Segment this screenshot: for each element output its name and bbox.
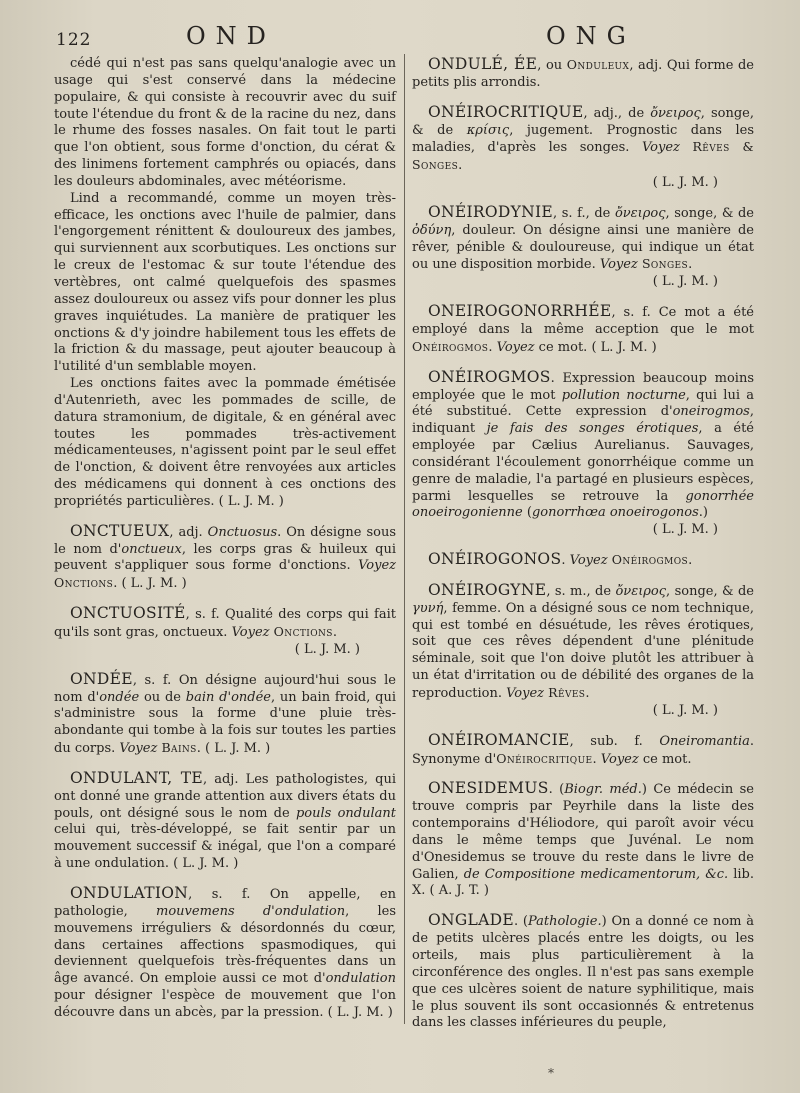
running-head-right: ONG — [546, 22, 636, 50]
voyez-label: Voyez — [569, 553, 608, 569]
entry-oneirogonorrhee: ONEIROGONORRHÉE, s. f. Ce mot a été employé dans la même acception que le mot Onéirogmos. Voyez ce mot. ( L. J. M. ) — [412, 302, 754, 355]
entry-headword: ONESIDEMUS — [428, 779, 549, 798]
voyez-label: Voyez — [599, 257, 638, 273]
entry-oneiromancie: ONÉIROMANCIE, sub. f. Oneiromantia. Synonyme d'Onéirocritique. Voyez ce mot. — [412, 730, 754, 767]
entry-headword: ONÉIROCRITIQUE — [428, 102, 584, 121]
entry-headword: ONÉIROGMOS — [428, 367, 551, 386]
left-column — [54, 56, 396, 1022]
voyez-label: Voyez — [600, 751, 639, 767]
entry-headword: ONÉIROGONOS — [428, 550, 562, 569]
entry-onesidemus: ONESIDEMUS. (Biogr. méd.) Ce médecin se trouve compris par Peyrhile dans la liste des contemporains d'Héliodore, qui paroît avoir vécu dans le même temps que Juvénal. Le nom d'Onesidemus se trouve du reste dans le livre de Galien, de Compositione medicamentorum, &c. lib. X. ( A. J. T. ) — [412, 779, 754, 899]
entry-ondulation: ONDULATION, s. f. On appelle, en pathologie, mouvemens d'ondulation, les mouvemens irréguliers & désordonnés du cœur, dans certaines affections spasmodiques, qui deviennent quelquefois très-fréquentes dans un âge avancé. On emploie aussi ce mot d'ondulation pour désigner l'espèce de mouvement que l'on découvre dans un abcès, par la pression. ( L. J. M. ) — [54, 883, 396, 1020]
page-number: 122 — [56, 30, 92, 50]
signature-mark: * — [548, 1066, 554, 1080]
cross-reference: Onduleux — [566, 57, 630, 72]
entry-headword: ONÉIROMANCIE — [428, 730, 570, 749]
entry-paragraph: Les onctions faites avec la pommade émétisée d'Autenrieth, avec les pommades de scille, de datura stramonium, de digitale, & en général avec toutes les pommades très-activement médicamenteuses, n'agissent point par le seul effet de l'onction, & doivent être renvoyées aux articles des médicamens qui donnent à ces onctions des propriétés particulières. ( L. J. M. ) — [54, 376, 396, 509]
entry-paragraph: cédé qui n'est pas sans quelqu'analogie avec un usage qui s'est conservé dans la médecine populaire, & qui consiste à recouvrir avec du suif toute l'étendue du front & de la racine du nez, dans le rhume des fosses nasales. On fait tout le parti que l'on obtient, sous forme d'onction, du cérat & des linimens fortement camphrés ou opiacés, dans les douleurs abdominales, avec météorisme. — [54, 56, 396, 189]
author-signature: ( L. J. M. ) — [652, 175, 718, 191]
greek-word: ὀδύνη — [412, 222, 452, 238]
entry-headword: ONGLADE — [428, 911, 514, 930]
author-signature: ( L. J. M. ) — [327, 1004, 393, 1020]
greek-word: ὄνειρος — [615, 583, 667, 599]
entry-ondulant: ONDULANT, TE, adj. Les pathologistes, qui ont donné une grande attention aux divers états du pouls, ont désigné sous le nom de pouls ondulant celui qui, très-développé, se fait sentir par un mouvement successif & inégal, que l'on a comparé à une ondulation. ( L. J. M. ) — [54, 768, 397, 872]
entry-ondee: ONDÉE, s. f. On désigne aujourd'hui sous le nom d'ondée ou de bain d'ondée, un bain froid, qui s'administre sous la forme d'une pluie très-abondante qui tombe à la fois sur toutes les parties du corps. Voyez Bains. ( L. J. M. ) — [54, 669, 396, 757]
entry-oneirogonos: ONÉIROGONOS. Voyez Onéirogmos. — [428, 550, 693, 569]
entry-headword: ONDULATION — [70, 883, 189, 902]
author-signature: ( L. J. M. ) — [294, 641, 360, 657]
entry-headword: ONÉIRODYNIE — [428, 202, 554, 221]
cross-reference: Rêves & Songes — [412, 139, 754, 173]
cross-reference: Rêves — [548, 685, 586, 700]
greek-word: κρίσις — [466, 122, 510, 138]
voyez-label: Voyez — [119, 741, 158, 757]
entry-oneirogyne: ONÉIROGYNE, s. m., de ὄνειρος, songe, & de γυνή, femme. On a désigné sous ce nom technique, qui est tombé en désuétude, les rêves érotiques, soit que ces rêves dépendent d'une plénitude séminale, soit que l'on doive plutôt les attribuer à un état d'irritation ou de débilité des organes de la reproduction. Voyez Rêves. ( L. J. M. ) — [412, 580, 754, 718]
author-signature: ( A. J. T. ) — [429, 883, 489, 899]
cross-reference: Onctions — [273, 624, 333, 639]
voyez-label: Voyez — [641, 140, 680, 156]
entry-oneirodynie: ONÉIRODYNIE, s. f., de ὄνειρος, songe, & de ὀδύνη, douleur. On désigne ainsi une manière de rêver, pénible & douloureuse, qui indique un état ou une disposition morbide. Voyez Songes. ( L. J. M. ) — [412, 202, 755, 290]
entry-onglade: ONGLADE. (Pathologie.) On a donné ce nom à de petits ulcères placés entre les doigts, ou les orteils, mais plus particulièrement à la circonférence des ongles. Il n'est pas sans exemple que ces ulcères soient de nature syphilitique, mais le plus souvent ils sont occasionnés & entretenus dans les classes inférieures du peuple, — [412, 911, 755, 1031]
cross-reference: Onéirogmos — [412, 338, 489, 354]
greek-word: ὄνειρος — [650, 105, 701, 121]
entry-oneirocritique: ONÉIROCRITIQUE, adj., de ὄνειρος, songe, & de κρίσις, jugement. Prognostic dans les maladies, d'après les songes. Voyez Rêves & Songes. ( L. J. M. ) — [412, 102, 754, 191]
entry-headword: ONCTUOSITÉ — [70, 604, 186, 623]
running-head-left: OND — [186, 22, 276, 50]
column-rule — [404, 54, 405, 1024]
cross-reference: Onéirogmos — [611, 552, 689, 568]
entry-oneirogmos: ONÉIROGMOS. Expression beaucoup moins employée que le mot pollution nocturne, qui lui a été substitué. Cette expression d'oneirogmos, indiquant je fais des songes érotiques, a été employée par Cælius Aurelianus. Sauvages, considérant l'écoulement gonorrhéique comme un genre de maladie, l'a partagé en plusieurs espèces, parmi lesquelles se retrouve la gonorrhée onoeirogonienne (gonorrhœa onoeirogonos.) ( L. J. M. ) — [412, 367, 754, 538]
author-signature: ( L. J. M. ) — [205, 741, 271, 757]
cross-reference: Onéirocritique — [496, 750, 593, 766]
voyez-label: Voyez — [506, 686, 545, 701]
entry-headword: ONEIROGONORRHÉE — [428, 302, 612, 321]
entry-onctueux: ONCTUEUX, adj. Onctuosus. On désigne sous le nom d'onctueux, les corps gras & huileux qui peuvent s'appliquer sous forme d'onctions. Voyez Onctions. ( L. J. M. ) — [54, 521, 396, 592]
entry-headword: ONÉIROGYNE — [428, 580, 547, 599]
cross-reference: Onctions — [54, 575, 114, 591]
author-signature: ( L. J. M. ) — [652, 522, 718, 538]
right-column — [412, 56, 754, 1032]
entry-headword: ONDÉE — [70, 669, 133, 688]
entry-headword: ONDULÉ, ÉE — [428, 55, 538, 73]
entry-ondule: ONDULÉ, ÉE, ou Onduleux, adj. Qui forme de petits plis arrondis. — [412, 55, 754, 90]
author-signature: ( L. J. M. ) — [121, 576, 187, 592]
greek-word: ὄνειρος — [614, 205, 666, 221]
voyez-label: Voyez — [496, 339, 535, 355]
author-signature: ( L. J. M. ) — [652, 274, 718, 290]
cross-reference: Songes — [641, 256, 689, 272]
entry-headword: ONCTUEUX — [70, 521, 170, 540]
voyez-label: Voyez — [231, 625, 270, 640]
entry-headword: ONDULANT, TE — [70, 768, 203, 787]
author-signature: ( L. J. M. ) — [218, 493, 284, 509]
author-signature: ( L. J. M. ) — [652, 702, 718, 718]
entry-onctuosite: ONCTUOSITÉ, s. f. Qualité des corps qui fait qu'ils sont gras, onctueux. Voyez Onctions. ( L. J. M. ) — [54, 604, 396, 657]
entry-continuation — [54, 56, 396, 511]
author-signature: ( L. J. M. ) — [173, 856, 239, 872]
author-signature: ( L. J. M. ) — [591, 339, 657, 355]
voyez-label: Voyez — [358, 558, 396, 574]
greek-word: γυνή — [412, 600, 444, 616]
page-header — [0, 22, 800, 56]
cross-reference: Bains — [161, 740, 197, 756]
entry-paragraph: Lind a recommandé, comme un moyen très-efficace, les onctions avec l'huile de palmier, dans l'engorgement rénittent & douloureux des jambes, qui surviennent aux scorbutiques. Les onctions sur le creux de l'estomac & sur toute l'étendue des vertèbres, ont calmé quelquefois des spasmes assez douloureux ou assez vifs pour donner les plus graves inquiétudes. La manière de pratiquer les onctions & d'y joindre habilement tous les effets de la friction & du massage, peut ajouter beaucoup à l'utilité d'un semblable moyen. — [54, 190, 396, 375]
